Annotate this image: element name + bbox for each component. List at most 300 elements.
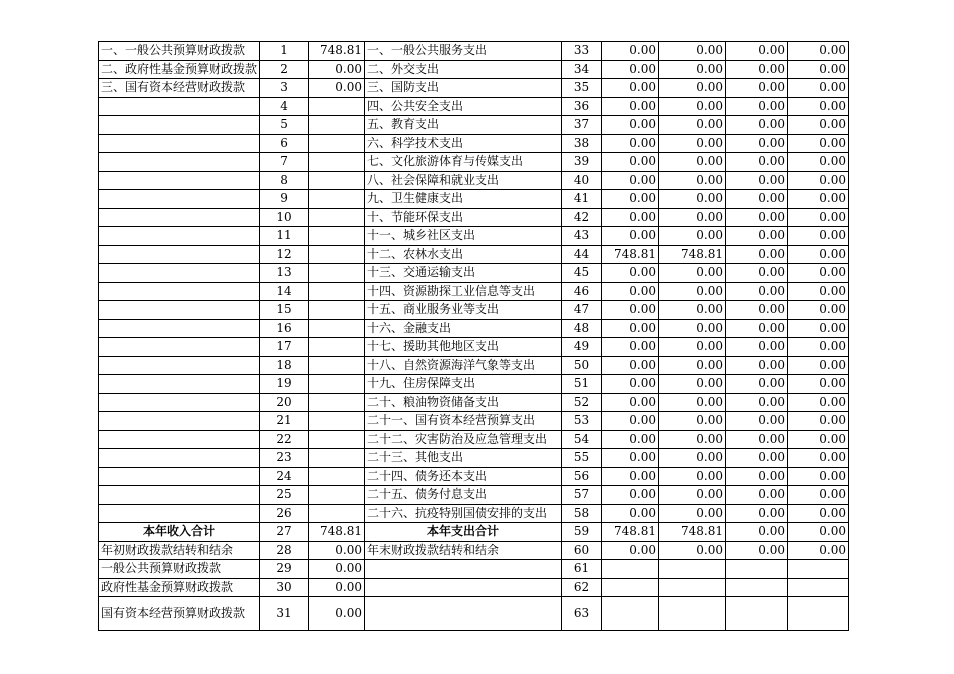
income-label <box>99 134 260 153</box>
table-row <box>99 116 849 135</box>
income-row-number: 26 <box>260 504 309 523</box>
income-row-number: 4 <box>260 97 309 116</box>
table-row <box>99 134 849 153</box>
income-amount <box>309 393 365 412</box>
expense-amount-4: 0.00 <box>788 393 849 412</box>
income-amount: 0.00 <box>309 597 365 631</box>
income-label <box>99 153 260 172</box>
table-row <box>99 393 849 412</box>
expense-amount-3: 0.00 <box>726 356 788 375</box>
expense-amount-3: 0.00 <box>726 264 788 283</box>
income-row-number: 17 <box>260 338 309 357</box>
expense-amount-1: 0.00 <box>602 134 659 153</box>
expense-label: 二十六、抗疫特别国债安排的支出 <box>365 504 562 523</box>
expense-amount-3: 0.00 <box>726 153 788 172</box>
expense-amount-1: 0.00 <box>602 60 659 79</box>
income-row-number: 29 <box>260 560 309 579</box>
expense-amount-4: 0.00 <box>788 301 849 320</box>
expense-amount-2: 0.00 <box>659 338 726 357</box>
table-row <box>99 264 849 283</box>
expense-label: 二十二、灾害防治及应急管理支出 <box>365 430 562 449</box>
expense-amount-4: 0.00 <box>788 171 849 190</box>
expense-label: 二十、粮油物资储备支出 <box>365 393 562 412</box>
income-label: 本年收入合计 <box>99 523 260 542</box>
expense-amount-4: 0.00 <box>788 375 849 394</box>
expense-amount-4: 0.00 <box>788 282 849 301</box>
income-amount <box>309 264 365 283</box>
income-amount <box>309 282 365 301</box>
expense-amount-4: 0.00 <box>788 42 849 61</box>
income-row-number: 31 <box>260 597 309 631</box>
expense-amount-4 <box>788 597 849 631</box>
expense-amount-4: 0.00 <box>788 97 849 116</box>
income-row-number: 27 <box>260 523 309 542</box>
table-row <box>99 338 849 357</box>
income-row-number: 6 <box>260 134 309 153</box>
expense-amount-3: 0.00 <box>726 282 788 301</box>
income-amount <box>309 356 365 375</box>
table-row <box>99 282 849 301</box>
table-row <box>99 245 849 264</box>
income-label <box>99 301 260 320</box>
expense-amount-4: 0.00 <box>788 319 849 338</box>
income-row-number: 12 <box>260 245 309 264</box>
expense-amount-4: 0.00 <box>788 449 849 468</box>
expense-row-number: 53 <box>562 412 602 431</box>
expense-amount-1 <box>602 560 659 579</box>
expense-amount-2: 0.00 <box>659 208 726 227</box>
expense-amount-1: 0.00 <box>602 171 659 190</box>
expense-row-number: 63 <box>562 597 602 631</box>
expense-label: 二十五、债务付息支出 <box>365 486 562 505</box>
expense-label: 十八、自然资源海洋气象等支出 <box>365 356 562 375</box>
expense-amount-4: 0.00 <box>788 467 849 486</box>
expense-amount-1: 0.00 <box>602 42 659 61</box>
expense-amount-3: 0.00 <box>726 393 788 412</box>
expense-amount-3: 0.00 <box>726 449 788 468</box>
income-label <box>99 375 260 394</box>
expense-amount-1: 0.00 <box>602 412 659 431</box>
income-label <box>99 97 260 116</box>
expense-label: 二十四、债务还本支出 <box>365 467 562 486</box>
expense-label: 一、一般公共服务支出 <box>365 42 562 61</box>
expense-amount-2: 0.00 <box>659 134 726 153</box>
expense-amount-3: 0.00 <box>726 245 788 264</box>
expense-amount-3: 0.00 <box>726 60 788 79</box>
expense-amount-4: 0.00 <box>788 116 849 135</box>
expense-amount-2: 0.00 <box>659 190 726 209</box>
income-row-number: 14 <box>260 282 309 301</box>
expense-amount-1: 0.00 <box>602 227 659 246</box>
expense-amount-3: 0.00 <box>726 134 788 153</box>
expense-row-number: 56 <box>562 467 602 486</box>
expense-amount-1: 748.81 <box>602 523 659 542</box>
expense-amount-3: 0.00 <box>726 42 788 61</box>
table-row <box>99 153 849 172</box>
table-row <box>99 430 849 449</box>
expense-row-number: 36 <box>562 97 602 116</box>
expense-amount-3: 0.00 <box>726 467 788 486</box>
expense-label: 九、卫生健康支出 <box>365 190 562 209</box>
income-label: 二、政府性基金预算财政拨款 <box>99 60 260 79</box>
expense-amount-2: 0.00 <box>659 79 726 98</box>
expense-label: 年末财政拨款结转和结余 <box>365 541 562 560</box>
expense-amount-1: 0.00 <box>602 504 659 523</box>
expense-amount-3: 0.00 <box>726 523 788 542</box>
expense-amount-1 <box>602 578 659 597</box>
expense-label: 十一、城乡社区支出 <box>365 227 562 246</box>
expense-row-number: 51 <box>562 375 602 394</box>
income-row-number: 22 <box>260 430 309 449</box>
income-amount <box>309 338 365 357</box>
expense-amount-2: 0.00 <box>659 412 726 431</box>
expense-amount-3: 0.00 <box>726 412 788 431</box>
expense-row-number: 34 <box>562 60 602 79</box>
income-label <box>99 319 260 338</box>
income-label <box>99 171 260 190</box>
expense-amount-1 <box>602 597 659 631</box>
expense-label <box>365 597 562 631</box>
table-row <box>99 449 849 468</box>
expense-label: 十二、农林水支出 <box>365 245 562 264</box>
expense-amount-2: 0.00 <box>659 319 726 338</box>
income-row-number: 1 <box>260 42 309 61</box>
expense-amount-2: 0.00 <box>659 541 726 560</box>
expense-amount-1: 0.00 <box>602 338 659 357</box>
expense-amount-2: 0.00 <box>659 227 726 246</box>
table-row <box>99 486 849 505</box>
expense-amount-4: 0.00 <box>788 486 849 505</box>
expense-amount-1: 0.00 <box>602 282 659 301</box>
expense-row-number: 38 <box>562 134 602 153</box>
income-label <box>99 190 260 209</box>
income-amount: 748.81 <box>309 42 365 61</box>
income-amount <box>309 467 365 486</box>
income-row-number: 11 <box>260 227 309 246</box>
expense-amount-4: 0.00 <box>788 523 849 542</box>
expense-row-number: 49 <box>562 338 602 357</box>
expense-amount-1: 0.00 <box>602 393 659 412</box>
income-amount <box>309 412 365 431</box>
expense-amount-2: 748.81 <box>659 523 726 542</box>
income-amount <box>309 171 365 190</box>
expense-label <box>365 560 562 579</box>
income-label: 政府性基金预算财政拨款 <box>99 578 260 597</box>
expense-row-number: 57 <box>562 486 602 505</box>
expense-amount-1: 0.00 <box>602 153 659 172</box>
expense-amount-3 <box>726 597 788 631</box>
table-row <box>99 97 849 116</box>
expense-amount-4: 0.00 <box>788 264 849 283</box>
income-label <box>99 449 260 468</box>
expense-row-number: 37 <box>562 116 602 135</box>
expense-amount-1: 0.00 <box>602 375 659 394</box>
expense-amount-1: 0.00 <box>602 301 659 320</box>
income-amount: 0.00 <box>309 60 365 79</box>
expense-amount-2: 0.00 <box>659 42 726 61</box>
expense-amount-2: 0.00 <box>659 282 726 301</box>
expense-label: 十七、援助其他地区支出 <box>365 338 562 357</box>
expense-amount-1: 0.00 <box>602 116 659 135</box>
expense-amount-4: 0.00 <box>788 430 849 449</box>
expense-amount-4: 0.00 <box>788 356 849 375</box>
income-label <box>99 412 260 431</box>
income-label: 年初财政拨款结转和结余 <box>99 541 260 560</box>
income-amount <box>309 504 365 523</box>
expense-amount-2: 0.00 <box>659 264 726 283</box>
expense-amount-1: 0.00 <box>602 541 659 560</box>
expense-label: 十三、交通运输支出 <box>365 264 562 283</box>
table-row <box>99 79 849 98</box>
expense-amount-4 <box>788 560 849 579</box>
income-row-number: 13 <box>260 264 309 283</box>
expense-row-number: 48 <box>562 319 602 338</box>
expense-amount-4: 0.00 <box>788 245 849 264</box>
income-row-number: 19 <box>260 375 309 394</box>
expense-amount-2: 0.00 <box>659 60 726 79</box>
expense-label: 七、文化旅游体育与传媒支出 <box>365 153 562 172</box>
income-row-number: 9 <box>260 190 309 209</box>
expense-amount-1: 0.00 <box>602 208 659 227</box>
expense-label: 十六、金融支出 <box>365 319 562 338</box>
expense-amount-4: 0.00 <box>788 60 849 79</box>
expense-row-number: 60 <box>562 541 602 560</box>
expense-amount-3: 0.00 <box>726 301 788 320</box>
expense-row-number: 58 <box>562 504 602 523</box>
income-label <box>99 430 260 449</box>
expense-amount-4: 0.00 <box>788 190 849 209</box>
income-label <box>99 393 260 412</box>
income-amount <box>309 319 365 338</box>
income-label <box>99 486 260 505</box>
expense-amount-4 <box>788 578 849 597</box>
income-amount: 0.00 <box>309 560 365 579</box>
expense-row-number: 44 <box>562 245 602 264</box>
expense-amount-4: 0.00 <box>788 412 849 431</box>
table-row <box>99 227 849 246</box>
expense-amount-4: 0.00 <box>788 208 849 227</box>
expense-label: 八、社会保障和就业支出 <box>365 171 562 190</box>
income-row-number: 2 <box>260 60 309 79</box>
income-label: 三、国有资本经营财政拨款 <box>99 79 260 98</box>
income-row-number: 7 <box>260 153 309 172</box>
expense-label: 四、公共安全支出 <box>365 97 562 116</box>
expense-label: 十九、住房保障支出 <box>365 375 562 394</box>
table-row <box>99 356 849 375</box>
table-row <box>99 60 849 79</box>
expense-amount-3: 0.00 <box>726 227 788 246</box>
expense-amount-3: 0.00 <box>726 338 788 357</box>
expense-row-number: 61 <box>562 560 602 579</box>
expense-label: 二十一、国有资本经营预算支出 <box>365 412 562 431</box>
expense-amount-2: 0.00 <box>659 467 726 486</box>
income-row-number: 21 <box>260 412 309 431</box>
expense-row-number: 50 <box>562 356 602 375</box>
income-amount <box>309 97 365 116</box>
table-row <box>99 504 849 523</box>
expense-label: 六、科学技术支出 <box>365 134 562 153</box>
expense-amount-2: 0.00 <box>659 449 726 468</box>
income-row-number: 23 <box>260 449 309 468</box>
income-amount <box>309 190 365 209</box>
income-row-number: 5 <box>260 116 309 135</box>
income-label <box>99 338 260 357</box>
expense-label: 五、教育支出 <box>365 116 562 135</box>
income-label: 一般公共预算财政拨款 <box>99 560 260 579</box>
income-row-number: 20 <box>260 393 309 412</box>
expense-amount-2 <box>659 578 726 597</box>
income-amount <box>309 245 365 264</box>
income-amount <box>309 134 365 153</box>
table-row <box>99 171 849 190</box>
expense-amount-1: 0.00 <box>602 97 659 116</box>
table-row <box>99 541 849 560</box>
expense-amount-2: 0.00 <box>659 153 726 172</box>
income-row-number: 3 <box>260 79 309 98</box>
income-label <box>99 264 260 283</box>
expense-row-number: 41 <box>562 190 602 209</box>
expense-amount-1: 0.00 <box>602 79 659 98</box>
table-row <box>99 467 849 486</box>
income-row-number: 18 <box>260 356 309 375</box>
expense-amount-3: 0.00 <box>726 486 788 505</box>
expense-amount-2: 748.81 <box>659 245 726 264</box>
expense-amount-2: 0.00 <box>659 171 726 190</box>
income-amount <box>309 227 365 246</box>
expense-row-number: 33 <box>562 42 602 61</box>
income-row-number: 15 <box>260 301 309 320</box>
expense-amount-4: 0.00 <box>788 153 849 172</box>
expense-label: 二、外交支出 <box>365 60 562 79</box>
income-amount <box>309 301 365 320</box>
expense-label: 十四、资源勘探工业信息等支出 <box>365 282 562 301</box>
expense-amount-2: 0.00 <box>659 116 726 135</box>
expense-amount-1: 0.00 <box>602 430 659 449</box>
expense-amount-2: 0.00 <box>659 430 726 449</box>
income-amount: 0.00 <box>309 541 365 560</box>
income-label <box>99 356 260 375</box>
expense-amount-1: 0.00 <box>602 190 659 209</box>
income-row-number: 24 <box>260 467 309 486</box>
expense-label: 三、国防支出 <box>365 79 562 98</box>
expense-amount-2: 0.00 <box>659 375 726 394</box>
income-label <box>99 227 260 246</box>
expense-amount-1: 748.81 <box>602 245 659 264</box>
expense-amount-2 <box>659 560 726 579</box>
expense-amount-3: 0.00 <box>726 208 788 227</box>
income-label <box>99 245 260 264</box>
table-row <box>99 190 849 209</box>
expense-amount-2: 0.00 <box>659 356 726 375</box>
income-label <box>99 116 260 135</box>
income-amount <box>309 375 365 394</box>
expense-label: 十五、商业服务业等支出 <box>365 301 562 320</box>
expense-amount-2: 0.00 <box>659 393 726 412</box>
expense-amount-4: 0.00 <box>788 227 849 246</box>
expense-row-number: 42 <box>562 208 602 227</box>
income-label <box>99 467 260 486</box>
income-amount <box>309 208 365 227</box>
income-label <box>99 208 260 227</box>
table-row <box>99 597 849 631</box>
expense-row-number: 55 <box>562 449 602 468</box>
expense-amount-2: 0.00 <box>659 301 726 320</box>
expense-label: 十、节能环保支出 <box>365 208 562 227</box>
budget-table <box>98 41 849 631</box>
expense-amount-2: 0.00 <box>659 486 726 505</box>
expense-amount-4: 0.00 <box>788 79 849 98</box>
expense-amount-3: 0.00 <box>726 504 788 523</box>
expense-row-number: 45 <box>562 264 602 283</box>
expense-row-number: 47 <box>562 301 602 320</box>
expense-row-number: 35 <box>562 79 602 98</box>
expense-amount-2: 0.00 <box>659 97 726 116</box>
table-row <box>99 319 849 338</box>
expense-amount-3: 0.00 <box>726 319 788 338</box>
expense-amount-3: 0.00 <box>726 171 788 190</box>
income-row-number: 16 <box>260 319 309 338</box>
expense-row-number: 43 <box>562 227 602 246</box>
expense-row-number: 59 <box>562 523 602 542</box>
income-label <box>99 504 260 523</box>
income-amount <box>309 430 365 449</box>
income-row-number: 25 <box>260 486 309 505</box>
table-row <box>99 208 849 227</box>
expense-amount-3: 0.00 <box>726 375 788 394</box>
income-amount: 748.81 <box>309 523 365 542</box>
table-row <box>99 560 849 579</box>
expense-amount-1: 0.00 <box>602 319 659 338</box>
income-amount <box>309 116 365 135</box>
table-row <box>99 523 849 542</box>
table-row <box>99 301 849 320</box>
expense-amount-4: 0.00 <box>788 134 849 153</box>
expense-amount-1: 0.00 <box>602 356 659 375</box>
table-row <box>99 375 849 394</box>
expense-amount-4: 0.00 <box>788 541 849 560</box>
income-row-number: 30 <box>260 578 309 597</box>
income-amount: 0.00 <box>309 578 365 597</box>
expense-amount-3: 0.00 <box>726 541 788 560</box>
income-amount <box>309 486 365 505</box>
income-row-number: 10 <box>260 208 309 227</box>
expense-amount-2: 0.00 <box>659 504 726 523</box>
expense-label: 本年支出合计 <box>365 523 562 542</box>
expense-amount-3: 0.00 <box>726 430 788 449</box>
expense-amount-3 <box>726 578 788 597</box>
expense-amount-3: 0.00 <box>726 190 788 209</box>
expense-amount-3: 0.00 <box>726 97 788 116</box>
income-amount: 0.00 <box>309 79 365 98</box>
expense-amount-1: 0.00 <box>602 467 659 486</box>
income-label: 一、一般公共预算财政拨款 <box>99 42 260 61</box>
expense-amount-1: 0.00 <box>602 264 659 283</box>
income-amount <box>309 449 365 468</box>
expense-label <box>365 578 562 597</box>
table-row <box>99 578 849 597</box>
expense-amount-1: 0.00 <box>602 486 659 505</box>
income-row-number: 8 <box>260 171 309 190</box>
income-label: 国有资本经营预算财政拨款 <box>99 597 260 631</box>
expense-row-number: 39 <box>562 153 602 172</box>
expense-amount-4: 0.00 <box>788 504 849 523</box>
expense-amount-3: 0.00 <box>726 79 788 98</box>
expense-amount-1: 0.00 <box>602 449 659 468</box>
income-amount <box>309 153 365 172</box>
table-row <box>99 42 849 61</box>
expense-label: 二十三、其他支出 <box>365 449 562 468</box>
income-label <box>99 282 260 301</box>
